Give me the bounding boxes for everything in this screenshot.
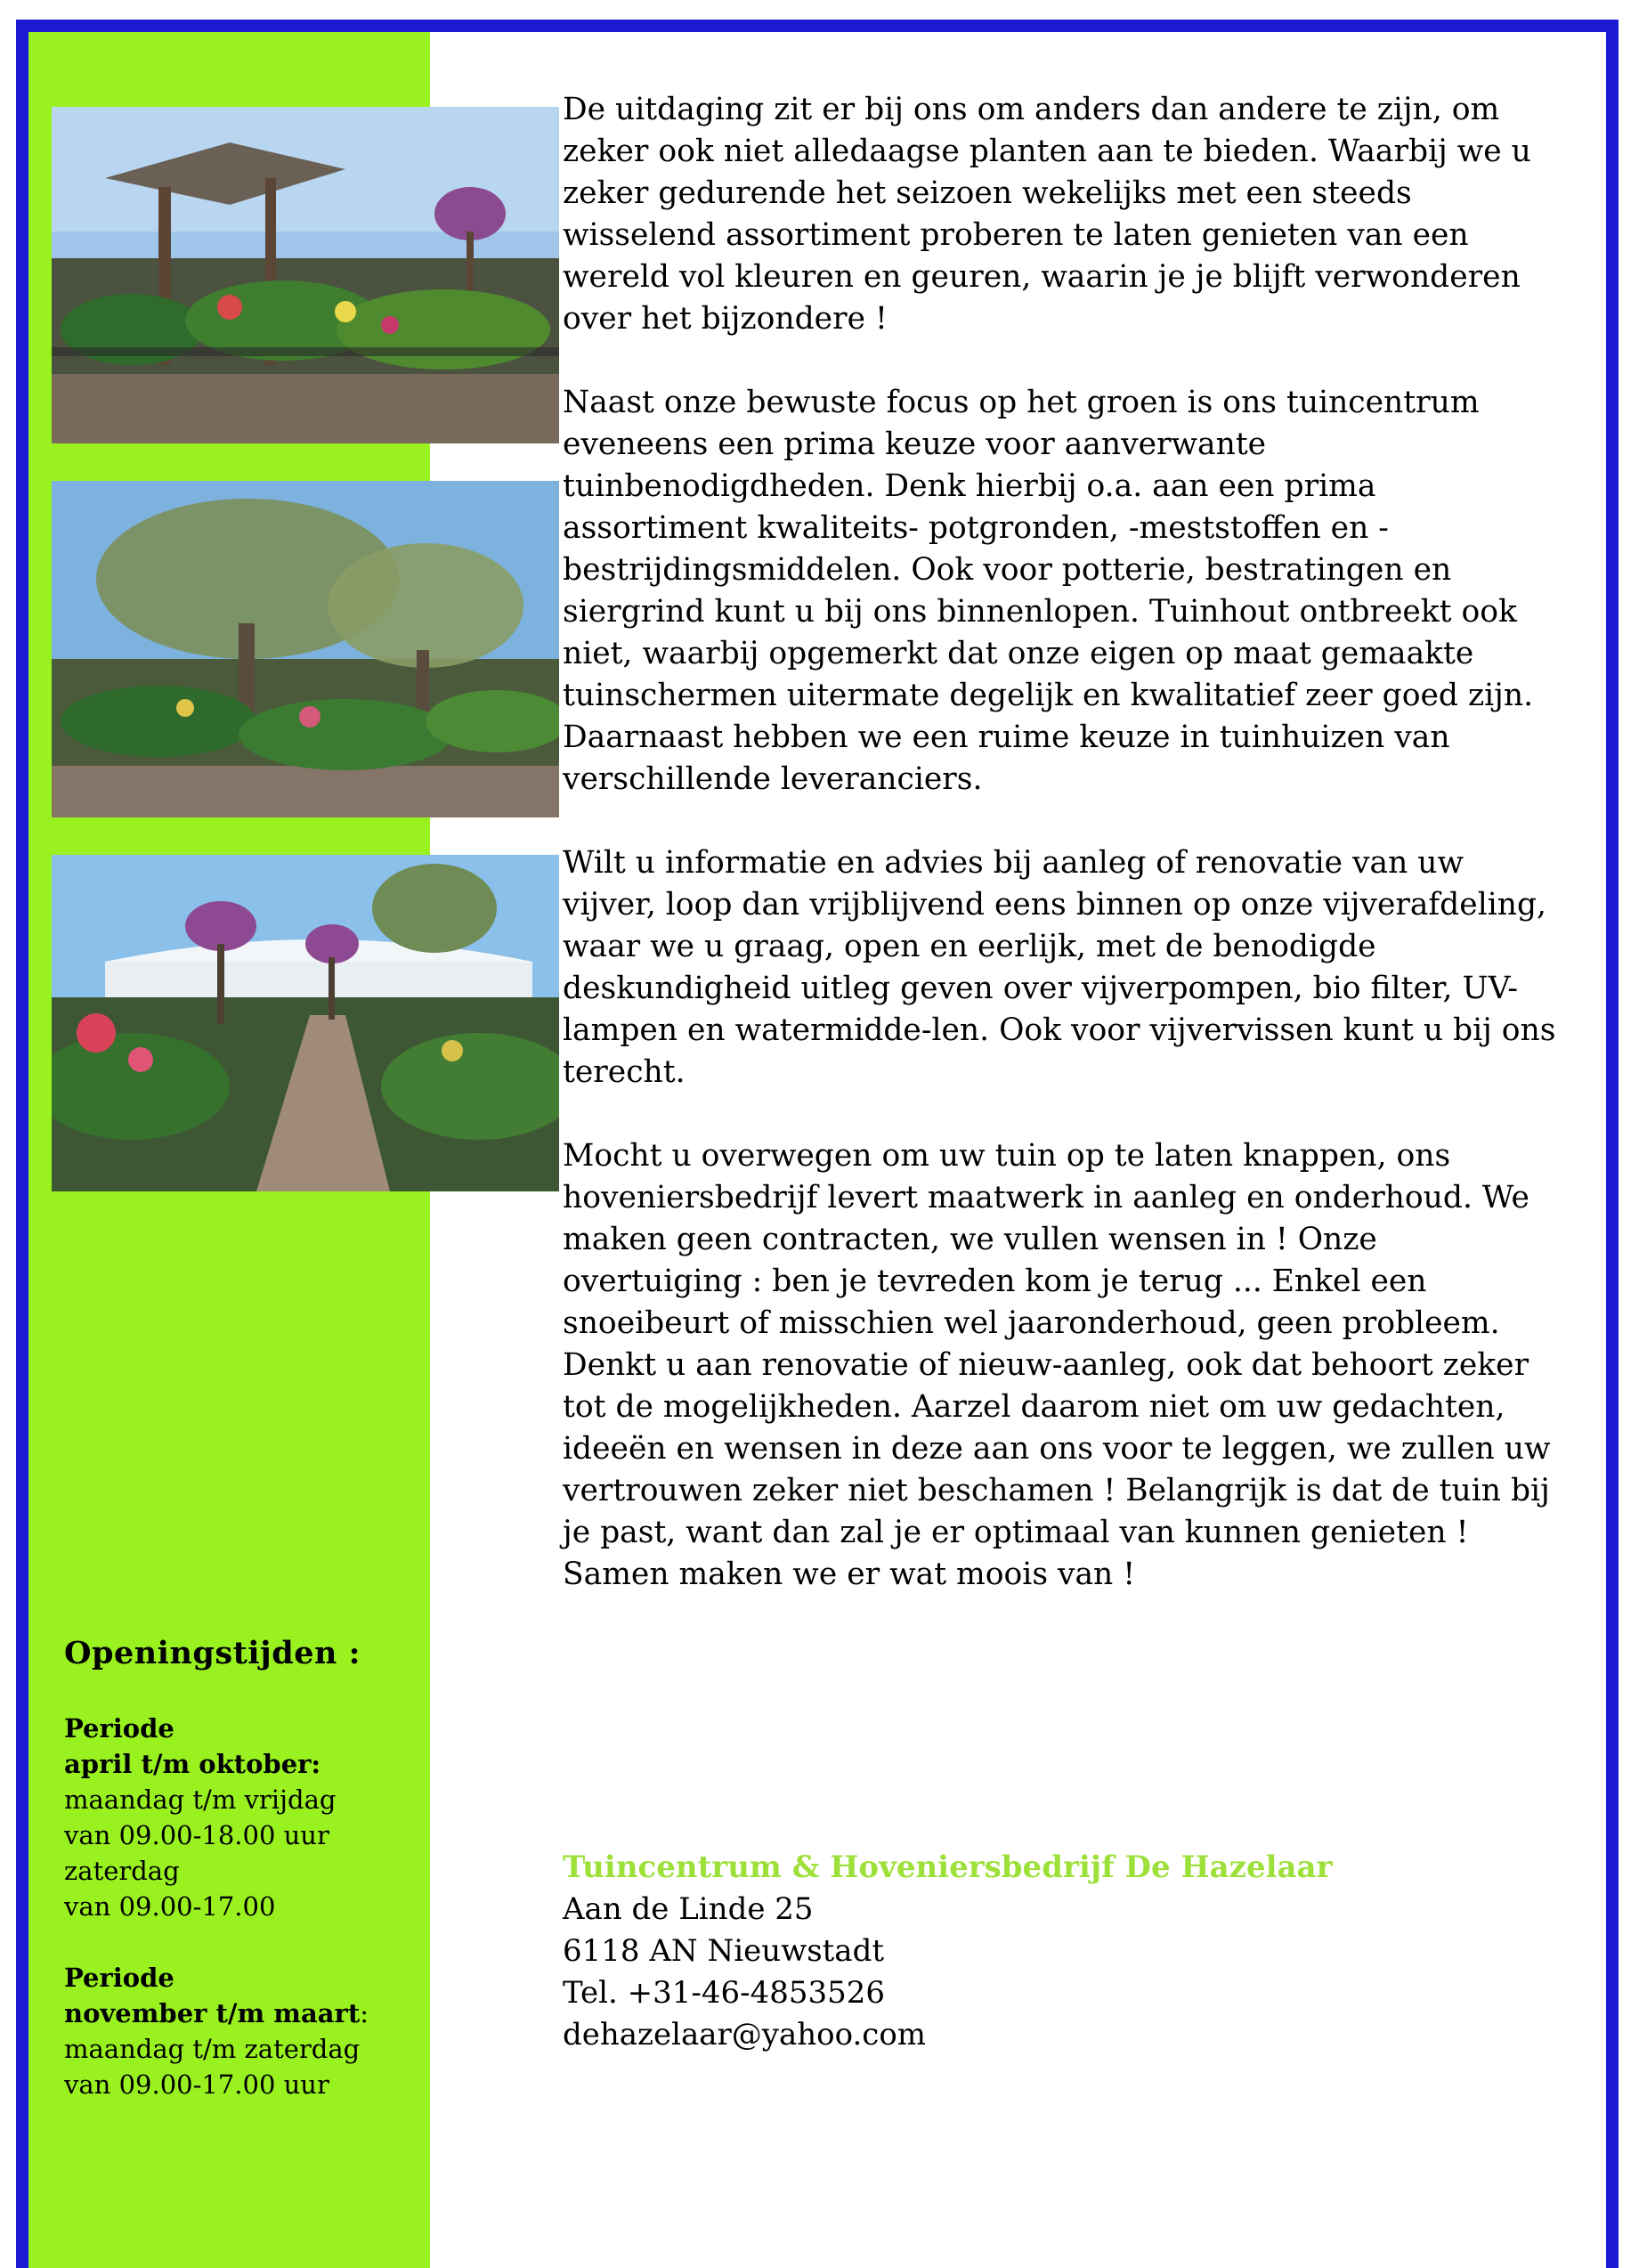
city-line: 6118 AN Nieuwstadt [563, 1933, 885, 1969]
period1-months: april t/m oktober: [64, 1749, 321, 1779]
period1-saturday-time: van 09.00-17.00 [64, 1891, 276, 1922]
phone-line: Tel. +31-46-4853526 [563, 1975, 886, 2011]
main-text [563, 89, 1560, 1638]
period2-days: maandag t/m zaterdag [64, 2034, 361, 2064]
address-line: Aan de Linde 25 [563, 1891, 814, 1927]
sidebar [28, 32, 430, 2268]
company-name: Tuincentrum & Hoveniersbedrijf De Hazelaar [563, 1849, 1333, 1885]
photo-garden-pergola [52, 107, 559, 443]
paragraph-landscaping: Mocht u overwegen om uw tuin op te laten knappen, ons hoveniersbedrijf levert maatwerk in aanleg en onderhoud. We maken geen contracten, we vullen wensen in ! Onze overtuiging : ben je tevreden kom je terug ... Enkel een snoeibeurt of misschien wel jaaronderhoud, geen probleem. Denkt u aan renovatie of nieuw-aanleg, ook dat behoort zeker tot de mogelijkheden. Aarzel daarom niet om uw gedachten, ideeën en wensen in deze aan ons voor te leggen, we zullen uw vertrouwen zeker niet beschamen ! Belangrijk is dat de tuin bij je past, want dan zal je er optimaal van kunnen genieten ! Samen maken we er wat moois van ! [563, 1138, 1551, 1592]
opening-hours [64, 1635, 420, 2102]
period1-time: van 09.00-18.00 uur [64, 1820, 329, 1850]
paragraph-supplies: Naast onze bewuste focus op het groen is ons tuincentrum eveneens een prima keuze voor aanverwante tuinbenodigdheden. Denk hierbij o.a. aan een prima assortiment kwaliteits- potgronden, -meststoffen en -bestrijdingsmiddelen. Ook voor potterie, bestratingen en siergrind kunt u bij ons binnenlopen. Tuinhout ontbreekt ook niet, waarbij opgemerkt dat onze eigen op maat gemaakte tuinschermen uitermate degelijk en kwalitatief zeer goed zijn. Daarnaast hebben we een ruime keuze in tuinhuizen van verschillende leveranciers. [563, 385, 1534, 797]
period2-time: van 09.00-17.00 uur [64, 2069, 329, 2100]
email-link[interactable]: dehazelaar@yahoo.com [563, 2017, 927, 2053]
paragraph-intro: De uitdaging zit er bij ons om anders dan andere te zijn, om zeker ook niet alledaagse planten aan te bieden. Waarbij we u zeker gedurende het seizoen wekelijks met een steeds wisselend assortiment proberen te laten genieten van een wereld vol kleuren en geuren, waarin je je blijft verwonderen over het bijzondere ! [563, 92, 1531, 337]
period1-saturday: zaterdag [64, 1856, 180, 1886]
photo-garden-path [52, 855, 559, 1191]
contact-block [563, 1847, 1542, 2056]
period2-months: november t/m maart [64, 1998, 361, 2028]
photo-olive-trees [52, 481, 559, 817]
period2-months-line [64, 1996, 420, 2031]
period1-label: Periode [64, 1713, 174, 1744]
period1-days: maandag t/m vrijdag [64, 1784, 337, 1815]
opening-hours-title: Openingstijden : [64, 1635, 361, 1671]
period2-colon: : [360, 1998, 369, 2028]
paragraph-pond: Wilt u informatie en advies bij aanleg of renovatie van uw vijver, loop dan vrijblijvend eens binnen op onze vijverafdeling, waar we u graag, open en eerlijk, met de benodigde deskundigheid uitleg geven over vijverpompen, bio filter, UV-lampen en watermidde-len. Ook voor vijvervissen kunt u bij ons terecht. [563, 845, 1556, 1090]
period2-label: Periode [64, 1963, 174, 1993]
